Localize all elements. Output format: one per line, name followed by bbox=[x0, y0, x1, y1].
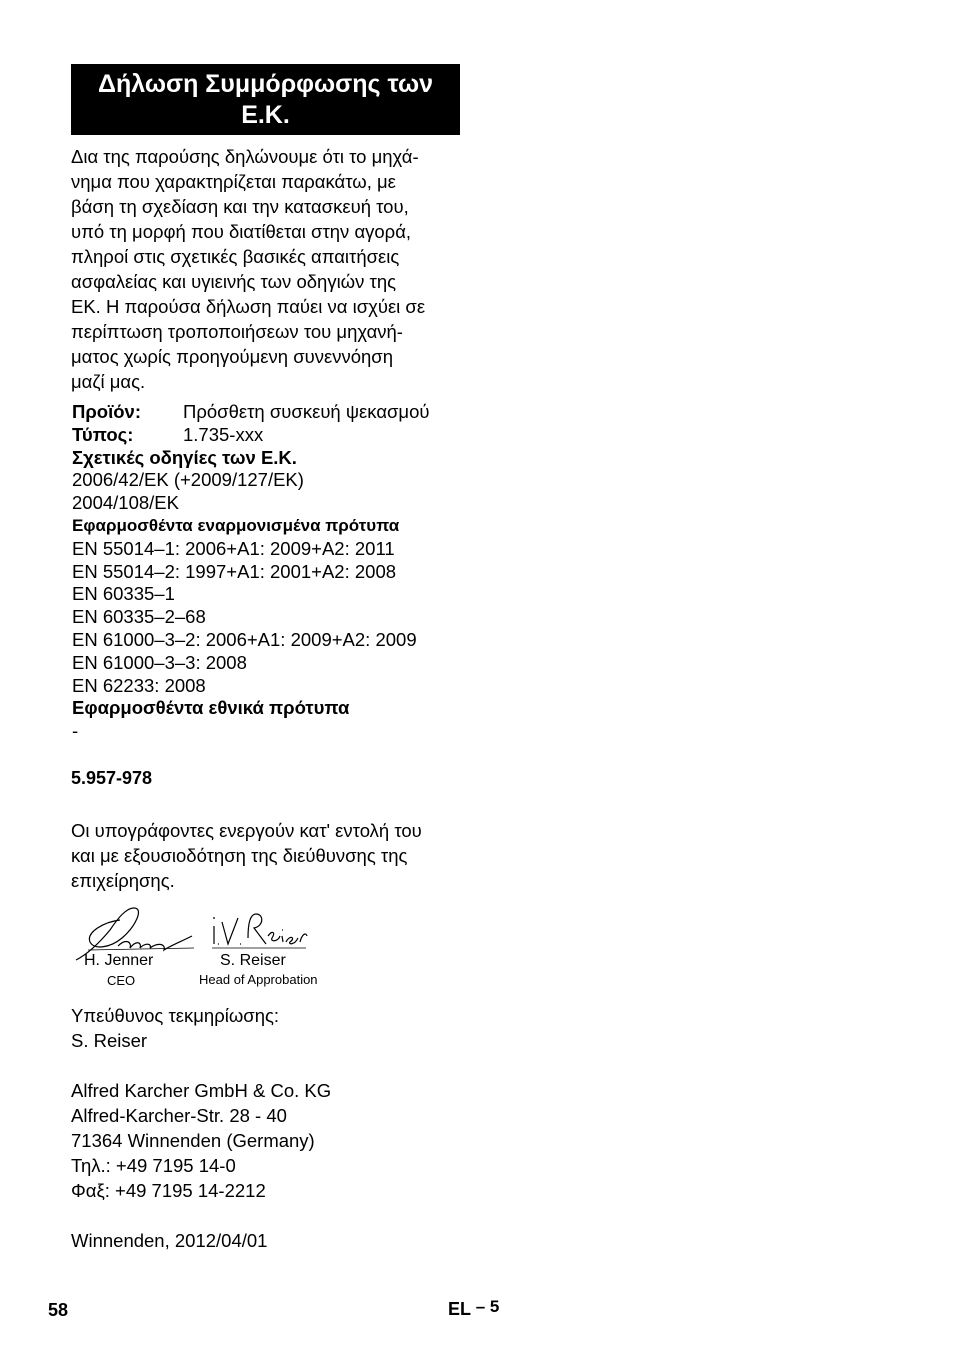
signature-name-jenner: H. Jenner bbox=[84, 952, 154, 969]
company-street: Alfred-Karcher-Str. 28 - 40 bbox=[71, 1105, 287, 1126]
intro-line: πληροί στις σχετικές βασικές απαιτήσεις bbox=[71, 246, 400, 267]
spacer bbox=[71, 1203, 331, 1228]
directive-item: 2004/108/ΕΚ bbox=[72, 492, 179, 514]
part-number: 5.957-978 bbox=[71, 768, 153, 788]
intro-line: ΕΚ. Η παρούσα δήλωση παύει να ισχύει σε bbox=[71, 296, 426, 317]
type-value: 1.735-xxx bbox=[183, 423, 264, 445]
place-date: Winnenden, 2012/04/01 bbox=[71, 1230, 268, 1251]
national-value: - bbox=[72, 720, 79, 742]
intro-line: Δια της παρούσης δηλώνουμε ότι το μηχά- bbox=[71, 146, 419, 167]
type-label: Τύπος: bbox=[72, 423, 134, 445]
title-line-2: Ε.Κ. bbox=[241, 100, 290, 129]
declaration-intro bbox=[71, 144, 466, 394]
standard-item: EN 55014–1: 2006+A1: 2009+A2: 2011 bbox=[72, 537, 395, 559]
national-heading: Εφαρμοσθέντα εθνικά πρότυπα bbox=[72, 697, 350, 719]
standard-item: EN 61000–3–2: 2006+A1: 2009+A2: 2009 bbox=[72, 628, 417, 650]
documentation-label: Υπεύθυνος τεκμηρίωσης: bbox=[71, 1005, 280, 1026]
standard-item: EN 60335–1 bbox=[72, 583, 175, 605]
footer-language-section bbox=[448, 1299, 499, 1320]
standard-item: EN 60335–2–68 bbox=[72, 606, 206, 628]
spacer bbox=[71, 1053, 331, 1078]
intro-line: ασφαλείας και υγιεινής των οδηγιών της bbox=[71, 271, 397, 292]
intro-line: νημα που χαρακτηρίζεται παρακάτω, με bbox=[71, 171, 396, 192]
signatory-statement bbox=[71, 818, 422, 893]
intro-line: ματος χωρίς προηγούμενη συνεννόηση bbox=[71, 346, 394, 367]
standard-item: EN 62233: 2008 bbox=[72, 674, 206, 696]
signature-name-reiser: S. Reiser bbox=[220, 952, 286, 969]
intro-line: περίπτωση τροποποιήσεων του μηχανή- bbox=[71, 321, 403, 342]
intro-line: βάση τη σχεδίαση και την κατασκευή του, bbox=[71, 196, 409, 217]
section-number: – 5 bbox=[475, 1297, 500, 1316]
type-row bbox=[72, 424, 472, 447]
signature-role-reiser: Head of Approbation bbox=[199, 972, 318, 987]
title-line-1: Δήλωση Συμμόρφωσης των bbox=[98, 69, 433, 98]
product-specification bbox=[72, 401, 472, 743]
signature-role-jenner: CEO bbox=[107, 973, 136, 988]
product-value: Πρόσθετη συσκευή ψεκασμού bbox=[183, 401, 430, 422]
product-label: Προϊόν: bbox=[72, 401, 141, 422]
harmonised-heading: Εφαρμοσθέντα εναρμονισμένα πρότυπα bbox=[72, 515, 400, 535]
documentation-name: S. Reiser bbox=[71, 1030, 148, 1051]
company-phone: Τηλ.: +49 7195 14-0 bbox=[71, 1155, 236, 1176]
signatures-block bbox=[68, 900, 338, 995]
directives-heading: Σχετικές οδηγίες των Ε.Κ. bbox=[72, 446, 297, 468]
standard-item: EN 61000–3–3: 2008 bbox=[72, 651, 247, 673]
company-name: Alfred Karcher GmbH & Co. KG bbox=[71, 1080, 332, 1101]
signatory-line: και με εξουσιοδότηση της διεύθυνσης της bbox=[71, 845, 408, 866]
company-fax: Φαξ: +49 7195 14-2212 bbox=[71, 1180, 266, 1201]
signature-reiser-image bbox=[208, 908, 308, 956]
page-title bbox=[71, 64, 460, 135]
contact-block bbox=[71, 1003, 331, 1253]
signatory-line: Οι υπογράφοντες ενεργούν κατ' εντολή του bbox=[71, 820, 422, 841]
intro-line: υπό τη μορφή που διατίθεται στην αγορά, bbox=[71, 221, 412, 242]
standard-item: EN 55014–2: 1997+A1: 2001+A2: 2008 bbox=[72, 560, 397, 582]
company-city: 71364 Winnenden (Germany) bbox=[71, 1130, 315, 1151]
signatory-line: επιχείρησης. bbox=[71, 870, 175, 891]
language-code: EL bbox=[448, 1299, 471, 1319]
page-number: 58 bbox=[48, 1300, 69, 1320]
intro-line: μαζί μας. bbox=[71, 371, 146, 392]
product-row bbox=[72, 401, 472, 424]
directive-item: 2006/42/ΕΚ (+2009/127/ΕΚ) bbox=[72, 469, 304, 491]
